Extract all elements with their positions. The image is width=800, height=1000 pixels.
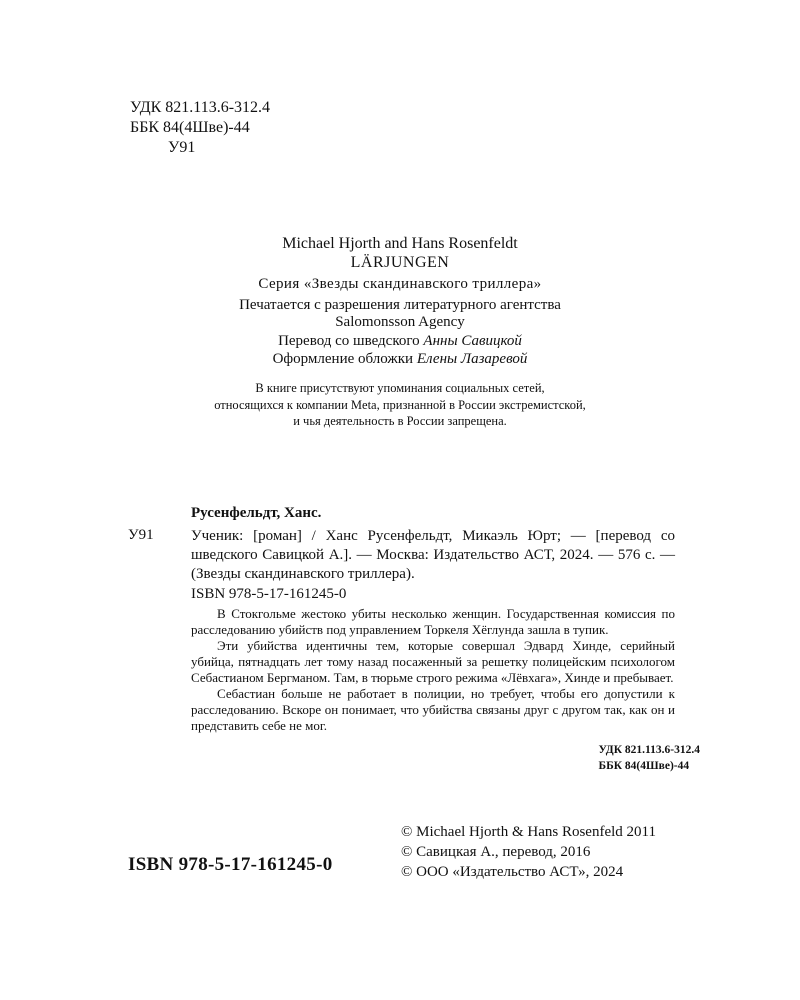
permission-line-2: Salomonsson Agency [335,314,465,330]
annotation-paragraph: Эти убийства идентичны тем, которые совершал Эдвард Хинде, серийный убийца, пятнадцать лет тому назад посаженный за решетку полицейским психологом Себастианом Бергманом. Там, в тюрьме строго режима «Лёвхага», Хинде и пребывает. [191,638,675,685]
classification-small [599,742,700,774]
series-line: Серия «Звезды скандинавского триллера» [258,276,542,292]
udk-small: УДК 821.113.6-312.4 [598,744,700,756]
bib-description: Ученик: [роман] / Ханс Русенфельдт, Микаэль Юрт; — [перевод со шведского Савицкой А.]. — Москва: Издательство АСТ, 2024. — 576 с. — (Звезды скандинавского триллера). [191,528,675,582]
translator-name: Анны Савицкой [423,333,522,349]
notice-line-1: В книге присутствуют упоминания социальных сетей, [255,381,545,395]
bib-author-heading: Русенфельдт, Ханс. [191,505,322,521]
copyright-line: © Michael Hjorth & Hans Rosenfeld 2011 [401,824,656,840]
udk-code: УДК 821.113.6-312.4 [130,99,271,116]
copyright-line: © Савицкая А., перевод, 2016 [401,844,591,860]
classification-codes [130,98,270,158]
annotation-paragraph: Себастиан больше не работает в полиции, но требует, чтобы его допустили к расследованию. Вскоре он понимает, что убийства связаны друг с другом так, как он и представить себе не мог. [191,686,675,733]
cover-credit [0,350,800,368]
copyright-line: © ООО «Издательство АСТ», 2024 [401,864,624,880]
annotation-paragraph: В Стокгольме жестоко убиты несколько женщин. Государственная комиссия по расследованию убийств под управлением Торкеля Хёглунда зашла в тупик. [191,606,675,637]
notice-line-2: относящихся к компании Meta, признанной в России экстремистской, [214,398,586,412]
original-title: LÄRJUNGEN [350,254,450,271]
translation-prefix: Перевод со шведского [278,333,424,349]
translation-credit [0,332,800,350]
bbk-code: ББК 84(4Шве)-44 [130,119,250,136]
cover-artist-name: Елены Лазаревой [416,351,528,367]
permission-line-1: Печатается с разрешения литературного агентства [239,297,561,313]
bib-isbn: ISBN 978-5-17-161245-0 [191,586,347,602]
copyright-block [401,822,656,882]
isbn-main: ISBN 978-5-17-161245-0 [128,854,333,875]
original-authors: Michael Hjorth and Hans Rosenfeldt [282,235,518,252]
notice-line-3: и чья деятельность в России запрещена. [293,414,507,428]
cover-prefix: Оформление обложки [272,351,417,367]
author-mark: У91 [168,139,196,156]
bib-author-mark: У91 [128,527,154,543]
bbk-small: ББК 84(4Шве)-44 [598,760,690,772]
annotation [191,606,675,734]
